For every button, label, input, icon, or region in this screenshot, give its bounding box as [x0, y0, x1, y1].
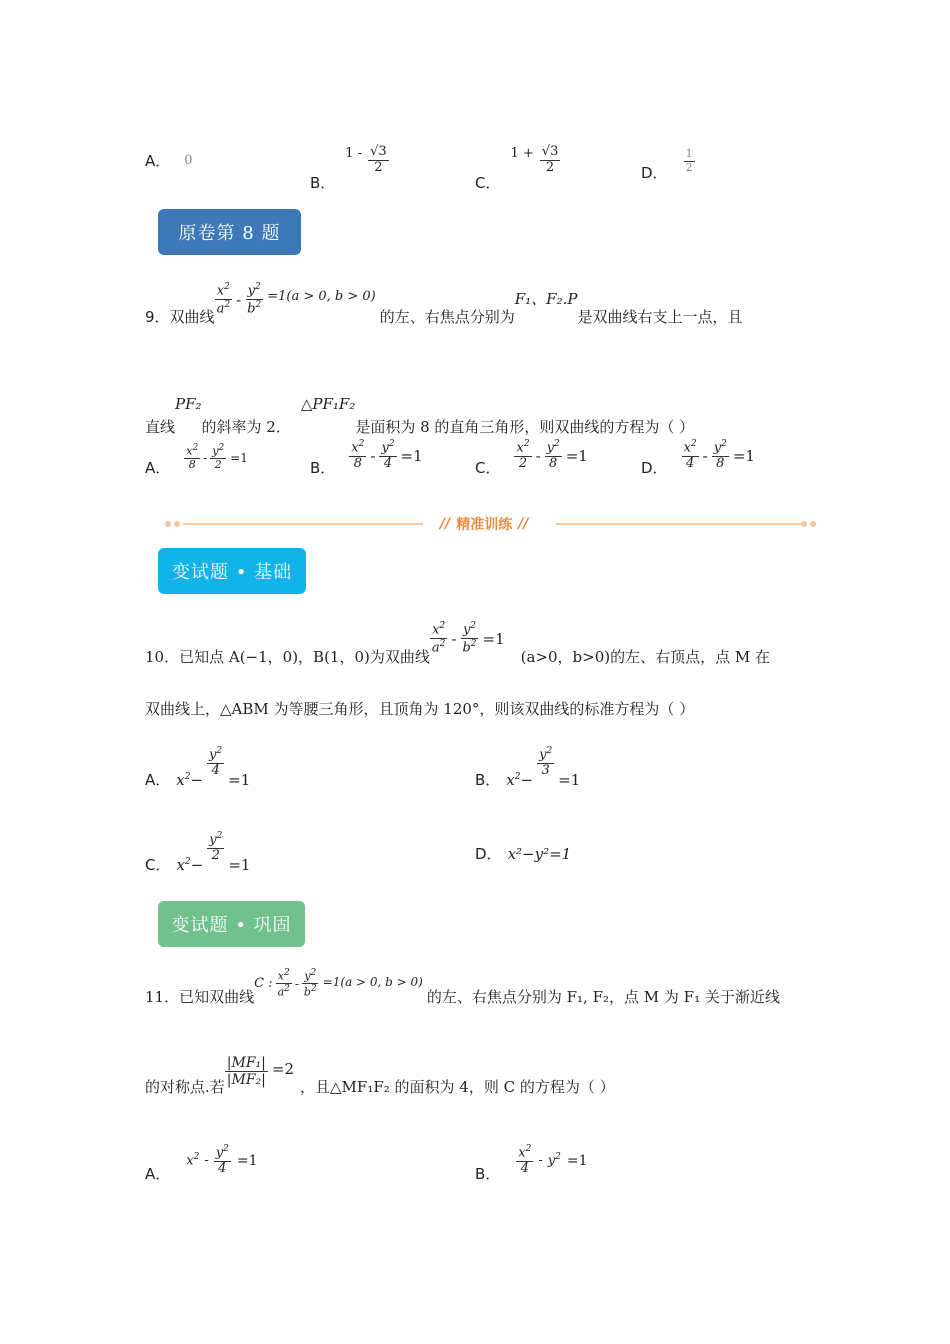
- fraction-y2-b2: $\frac{y^2}{b^2}$: [303, 967, 317, 999]
- fraction-y2-b2: $\frac{y^2}{b^2}$: [247, 281, 262, 317]
- option-label: A．: [145, 771, 171, 789]
- fraction-ratio: $\frac{\text{|MF₁|}}{\text{|MF₂|}}$: [226, 1054, 266, 1088]
- fraction-x2: $\frac{x^2}{2}$: [516, 438, 530, 472]
- fraction-x2: $\frac{x^2}{4}$: [683, 438, 697, 472]
- option-label: A．: [145, 459, 171, 477]
- q10-line-2: 双曲线上，△ABM 为等腰三角形，且顶角为 120°，则该双曲线的标准方程为（ ）: [145, 700, 695, 718]
- question-text: 10．已知点 A(−1，0)，B(1，0)为双曲线: [145, 648, 430, 666]
- section-title-text: 精准训练: [456, 517, 513, 533]
- divider-dot: [174, 521, 180, 527]
- question-text: 双曲线: [169, 308, 215, 326]
- q9-line-1: 9． 双曲线 $\frac{x^2}{a^2}$ - $\frac{y^2}{b^2}$ =1(a > 0, b > 0) 的左、右焦点分别为 F₁、F₂.P 是双曲线右支上一点，且: [145, 281, 743, 326]
- divider-dot: [165, 521, 171, 527]
- numerator: 1: [685, 147, 693, 161]
- fraction: [368, 145, 389, 176]
- option-label: C．: [145, 856, 171, 874]
- section-title: [440, 514, 528, 534]
- question-text: 的左、右焦点分别为: [379, 308, 515, 326]
- curve-label: C :: [254, 976, 273, 991]
- question-text: 的左、右焦点分别为 F₁, F₂，点 M 为 F₁ 关于渐近线: [426, 988, 780, 1006]
- fraction-y2: $\frac{y^2}{3}$: [539, 745, 553, 779]
- q9-line-2: [145, 370, 694, 437]
- fraction-x2-a2: $\frac{x^2}{a^2}$: [216, 281, 231, 317]
- triangle-label: △PF₁F₂: [300, 394, 356, 413]
- q11-option-b: B． $\frac{x^2}{4}$ - $y^2$ =1: [475, 1143, 588, 1183]
- question-text: (a>0，b>0)的左、右顶点，点 M 在: [520, 648, 771, 666]
- fraction-x2: $\frac{x^2}{8}$: [186, 443, 199, 472]
- fraction-x2-a2: $\frac{x^2}{a^2}$: [277, 967, 290, 999]
- q10-option-d: [475, 843, 571, 864]
- option-expr: 0: [184, 153, 193, 168]
- double-slash-icon: //: [518, 516, 529, 532]
- fraction-y2: $\frac{y^2}{2}$: [212, 443, 225, 472]
- option-label: B．: [475, 771, 501, 789]
- q11-option-a: A． $x^2$ - $\frac{y^2}{4}$ =1: [145, 1143, 258, 1183]
- fraction-y2-b2: $\frac{y^2}{b^2}$: [462, 620, 477, 656]
- question-text: ，且△MF₁F₂ 的面积为 4，则 C 的方程为（ ）: [300, 1078, 615, 1096]
- denominator: 2: [545, 160, 555, 175]
- fraction-x2: $\frac{x^2}{8}$: [351, 438, 365, 472]
- q8-option-d: [641, 140, 695, 183]
- q9-option-d: D． $\frac{x^2}{4}$ - $\frac{y^2}{8}$ =1: [641, 438, 755, 477]
- numerator: √3: [541, 144, 559, 160]
- option-label: D．: [641, 459, 668, 477]
- option-label: B．: [475, 1165, 501, 1183]
- q11-line-2: [145, 1046, 615, 1097]
- fraction-x2-a2: $\frac{x^2}{a^2}$: [431, 620, 446, 656]
- q10-option-a: A． $x^2-$ $\frac{y^2}{4}$ =1: [145, 745, 251, 789]
- equation-condition: =1(a > 0, b > 0): [322, 974, 423, 989]
- question-text: 的斜率为 2．: [201, 418, 291, 436]
- tag-consolidate: 变试题 • 巩固: [158, 901, 305, 947]
- numerator: √3: [370, 144, 387, 160]
- q10-option-c: C． $x^2-$ $\frac{y^2}{2}$ =1: [145, 830, 251, 874]
- foci-label: F₁、F₂.P: [514, 290, 578, 308]
- tag-basic: 变试题 • 基础: [158, 548, 306, 594]
- fraction-y2: $\frac{y^2}{4}$: [381, 438, 395, 472]
- question-text: 直线: [145, 418, 176, 436]
- fraction-x2: $\frac{x^2}{4}$: [518, 1143, 532, 1177]
- equation-condition: =1(a > 0, b > 0): [267, 289, 376, 304]
- option-label: C．: [475, 174, 501, 192]
- denominator: 2: [374, 160, 383, 175]
- divider-line-left: [183, 523, 423, 525]
- fraction: [540, 145, 561, 176]
- ratio-value: =2: [271, 1059, 295, 1078]
- option-expr: x²−y²=1: [507, 844, 572, 863]
- option-label: D．: [641, 164, 668, 182]
- fraction: [684, 148, 695, 174]
- fraction-y2: $\frac{y^2}{4}$: [209, 745, 223, 779]
- tag-original-question: 原卷第 8 题: [158, 209, 301, 255]
- question-text: 的对称点.若: [145, 1078, 225, 1096]
- fraction-y2: $\frac{y^2}{8}$: [713, 438, 727, 472]
- option-label: B．: [310, 174, 336, 192]
- double-slash-icon: //: [440, 516, 451, 532]
- q10-option-b: B． $x^2-$ $\frac{y^2}{3}$ =1: [475, 745, 581, 789]
- option-label: A．: [145, 152, 171, 170]
- q11-line-1: 11．已知双曲线 C : $\frac{x^2}{a^2}$ - $\frac{y^2}{b^2}$ =1(a > 0, b > 0) 的左、右焦点分别为 F₁, F₂，点 M 为 F₁ 关于渐近线: [145, 967, 780, 1006]
- divider-dot: [801, 521, 807, 527]
- q9-option-a: A． $\frac{x^2}{8}$ - $\frac{y^2}{2}$ =1: [145, 443, 248, 477]
- fraction-y2: $\frac{y^2}{4}$: [215, 1143, 229, 1177]
- question-text: 是面积为 8 的直角三角形，则双曲线的方程为（ ）: [355, 418, 695, 436]
- q8-option-c: [475, 128, 560, 193]
- question-text: 11．已知双曲线: [145, 988, 255, 1006]
- line-label: PF₂: [175, 394, 202, 413]
- q9-option-b: B． $\frac{x^2}{8}$ - $\frac{y^2}{4}$ =1: [310, 438, 423, 477]
- q8-option-b: [310, 128, 389, 193]
- question-text: 是双曲线右支上一点，且: [577, 308, 743, 326]
- option-label: B．: [310, 459, 336, 477]
- divider-line-right: [556, 523, 801, 525]
- divider-dot: [810, 521, 816, 527]
- q8-option-a: [145, 150, 193, 171]
- question-number: 9．: [145, 308, 170, 326]
- fraction-y2: $\frac{y^2}{2}$: [209, 830, 223, 864]
- option-label: D．: [475, 845, 502, 863]
- option-expr: 1 +: [510, 146, 534, 161]
- q9-option-c: C． $\frac{x^2}{2}$ - $\frac{y^2}{8}$ =1: [475, 438, 588, 477]
- option-label: A．: [145, 1165, 171, 1183]
- option-expr: 1 -: [345, 146, 363, 161]
- q10-line-1: 10．已知点 A(−1，0)，B(1，0)为双曲线 $\frac{x^2}{a^2}$ - $\frac{y^2}{b^2}$ =1 (a>0，b>0)的左、右顶点，点 M 在: [145, 620, 771, 666]
- option-label: C．: [475, 459, 501, 477]
- fraction-y2: $\frac{y^2}{8}$: [546, 438, 560, 472]
- denominator: 2: [685, 161, 693, 174]
